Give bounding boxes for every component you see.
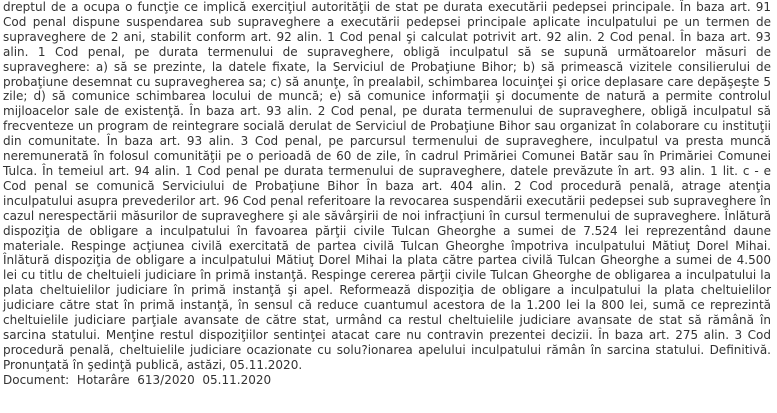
- ruling-text: dreptul de a ocupa o funcţie ce implică exerciţiul autorităţii de stat pe durata executării pedepsei principale. În baza art. 91 Cod penal dispune suspendarea sub supraveghere a executării pedepsei principale aplicate inculpatului pe un termen de supraveghere de 2 ani, stabilit conform art. 92 alin. 1 Cod penal şi calculat potrivit art. 92 alin. 2 Cod penal. În baza art. 93 alin. 1 Cod penal, pe durata termenului de supraveghere, obligă inculpatul să se supună următoarelor măsuri de supraveghere: a) să se prezinte, la datele fixate, la Serviciul de Probaţiune Bihor; b) să primească vizitele consilierului de probaţiune desemnat cu supravegherea sa; c) să anunţe, în prealabil, schimbarea locuinţei şi orice deplasare care depăşeşte 5 zile; d) să comunice schimbarea locului de muncă; e) să comunice informaţii şi documente de natură a permite controlul mijloacelor sale de existenţă. În baza art. 93 alin. 2 Cod penal, pe durata termenului de supraveghere, obligă inculpatul să frecventeze un program de reintegrare socială derulat de Serviciul de Probaţiune Bihor sau organizat în colaborare cu instituţii din comunitate. În baza art. 93 alin. 3 Cod penal, pe parcursul termenului de supraveghere, inculpatul va presta muncă neremunerată în folosul comunităţii pe o perioadă de 60 de zile, în cadrul Primăriei Comunei Batăr sau în Primăriei Comunei Tulca. În temeiul art. 94 alin. 1 Cod penal pe durata termenului de supraveghere, datele prevăzute în art. 93 alin. 1 lit. c - e Cod penal se comunică Serviciului de Probaţiune Bihor În baza art. 404 alin. 2 Cod procedură penală, atrage atenţia inculpatului asupra prevederilor art. 96 Cod penal referitoare la revocarea suspendării executării pedepsei sub supraveghere în cazul nerespectării măsurilor de supraveghere şi ale săvârşirii de noi infracţiuni în cursul termenului de supraveghere. Înlătură dispoziţia de obligare a inculpatului în favoarea părţii civile Tulcan Gheorghe a sumei de 7.524 lei reprezentând daune materiale. Respinge acţiunea civilă exercitată de partea civilă Tulcan Gheorghe împotriva inculpatului Mătiuţ Dorel Mihai. Înlătură dispoziţia de obligare a inculpatului Mătiuţ Dorel Mihai la plata către partea civilă Tulcan Gheorghe a sumei de 4.500 lei cu titlu de cheltuieli judiciare în primă instanţă. Respinge cererea părţii civile Tulcan Gheorghe de obligarea a inculpatului la plata cheltuielilor judiciare în primă instanţă şi apel. Reformează dispoziţia de obligare a inculpatului la plata cheltuielilor judiciare către stat în primă instanţă, în sensul că reduce cuantumul acestora de la 1.200 lei la 800 lei, sumă ce reprezintă cheltuielile judiciare parţiale avansate de către stat, urmând ca restul cheltuielile judiciare avansate de stat să rămână în sarcina statului. Menţine restul dispoziţiilor sentinţei atacat care nu contravin prezentei decizii. În baza art. 275 alin. 3 Cod procedură penală, cheltuielile judiciare ocazionate cu solu?ionarea apelului inculpatului rămân în sarcina statului. Definitivă. Pronunţată în şedinţă publică, astăzi, 05.11.2020.: [3, 0, 771, 372]
- document-footer: [3, 373, 771, 388]
- footer-date: 05.11.2020: [202, 372, 272, 387]
- footer-label: Document:: [3, 372, 70, 387]
- footer-number: 613/2020: [137, 372, 195, 387]
- footer-type: Hotarâre: [76, 372, 130, 387]
